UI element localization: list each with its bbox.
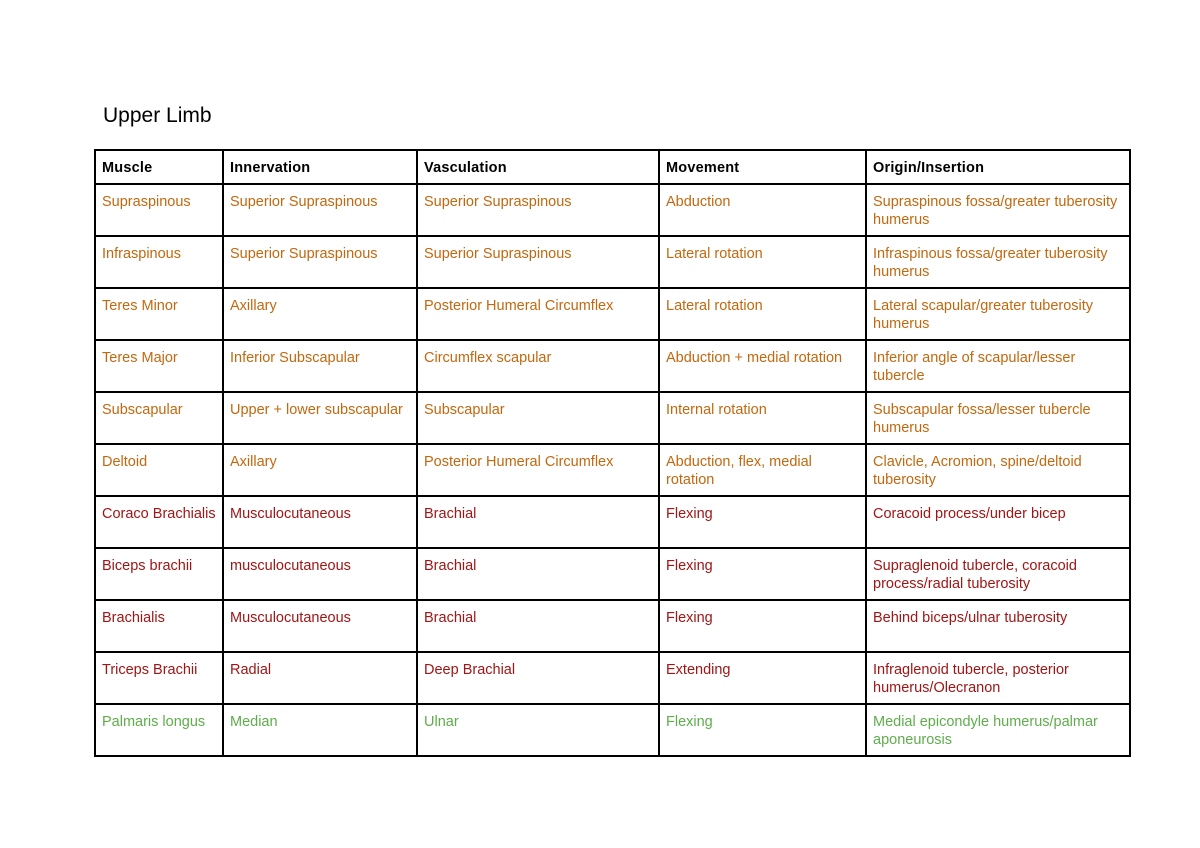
header-innervation: Innervation [223, 150, 417, 184]
muscle-table [94, 149, 1131, 757]
cell-innervation: Axillary [223, 288, 417, 340]
cell-movement: Internal rotation [659, 392, 866, 444]
cell-movement: Abduction [659, 184, 866, 236]
cell-origin-insertion: Coracoid process/under bicep [866, 496, 1130, 548]
cell-innervation: Superior Supraspinous [223, 236, 417, 288]
cell-origin-insertion: Supraglenoid tubercle, coracoid process/radial tuberosity [866, 548, 1130, 600]
cell-movement: Lateral rotation [659, 288, 866, 340]
cell-vasculation: Brachial [417, 600, 659, 652]
cell-muscle: Supraspinous [95, 184, 223, 236]
table-body [95, 184, 1130, 756]
cell-muscle: Triceps Brachii [95, 652, 223, 704]
cell-origin-insertion: Infraspinous fossa/greater tuberosity humerus [866, 236, 1130, 288]
cell-movement: Flexing [659, 548, 866, 600]
table-row [95, 704, 1130, 756]
cell-origin-insertion: Behind biceps/ulnar tuberosity [866, 600, 1130, 652]
table-header-row [95, 150, 1130, 184]
cell-vasculation: Deep Brachial [417, 652, 659, 704]
cell-origin-insertion: Clavicle, Acromion, spine/deltoid tuberosity [866, 444, 1130, 496]
cell-vasculation: Subscapular [417, 392, 659, 444]
header-muscle: Muscle [95, 150, 223, 184]
cell-innervation: Upper + lower subscapular [223, 392, 417, 444]
cell-innervation: Musculocutaneous [223, 600, 417, 652]
cell-muscle: Biceps brachii [95, 548, 223, 600]
cell-movement: Abduction, flex, medial rotation [659, 444, 866, 496]
cell-vasculation: Circumflex scapular [417, 340, 659, 392]
cell-origin-insertion: Medial epicondyle humerus/palmar aponeurosis [866, 704, 1130, 756]
cell-innervation: Axillary [223, 444, 417, 496]
cell-innervation: Median [223, 704, 417, 756]
cell-vasculation: Superior Supraspinous [417, 184, 659, 236]
header-movement: Movement [659, 150, 866, 184]
cell-origin-insertion: Infraglenoid tubercle, posterior humerus/Olecranon [866, 652, 1130, 704]
cell-movement: Flexing [659, 704, 866, 756]
cell-innervation: Superior Supraspinous [223, 184, 417, 236]
cell-innervation: musculocutaneous [223, 548, 417, 600]
table-row [95, 496, 1130, 548]
table-row [95, 392, 1130, 444]
cell-movement: Flexing [659, 600, 866, 652]
cell-muscle: Subscapular [95, 392, 223, 444]
cell-movement: Lateral rotation [659, 236, 866, 288]
cell-vasculation: Ulnar [417, 704, 659, 756]
cell-muscle: Coraco Brachialis [95, 496, 223, 548]
cell-origin-insertion: Lateral scapular/greater tuberosity humerus [866, 288, 1130, 340]
header-origin-insertion: Origin/Insertion [866, 150, 1130, 184]
cell-vasculation: Brachial [417, 496, 659, 548]
table-row [95, 600, 1130, 652]
cell-movement: Flexing [659, 496, 866, 548]
cell-muscle: Palmaris longus [95, 704, 223, 756]
cell-vasculation: Superior Supraspinous [417, 236, 659, 288]
cell-innervation: Radial [223, 652, 417, 704]
cell-vasculation: Posterior Humeral Circumflex [417, 444, 659, 496]
table-row [95, 236, 1130, 288]
cell-muscle: Brachialis [95, 600, 223, 652]
cell-vasculation: Posterior Humeral Circumflex [417, 288, 659, 340]
cell-origin-insertion: Subscapular fossa/lesser tubercle humerus [866, 392, 1130, 444]
cell-movement: Extending [659, 652, 866, 704]
table-row [95, 288, 1130, 340]
table-row [95, 444, 1130, 496]
cell-muscle: Infraspinous [95, 236, 223, 288]
cell-innervation: Musculocutaneous [223, 496, 417, 548]
cell-movement: Abduction + medial rotation [659, 340, 866, 392]
cell-origin-insertion: Inferior angle of scapular/lesser tubercle [866, 340, 1130, 392]
cell-muscle: Teres Major [95, 340, 223, 392]
cell-muscle: Deltoid [95, 444, 223, 496]
table-row [95, 340, 1130, 392]
cell-muscle: Teres Minor [95, 288, 223, 340]
cell-innervation: Inferior Subscapular [223, 340, 417, 392]
table-row [95, 548, 1130, 600]
table-row [95, 652, 1130, 704]
header-vasculation: Vasculation [417, 150, 659, 184]
page-title: Upper Limb [103, 104, 212, 127]
cell-origin-insertion: Supraspinous fossa/greater tuberosity humerus [866, 184, 1130, 236]
table-row [95, 184, 1130, 236]
cell-vasculation: Brachial [417, 548, 659, 600]
